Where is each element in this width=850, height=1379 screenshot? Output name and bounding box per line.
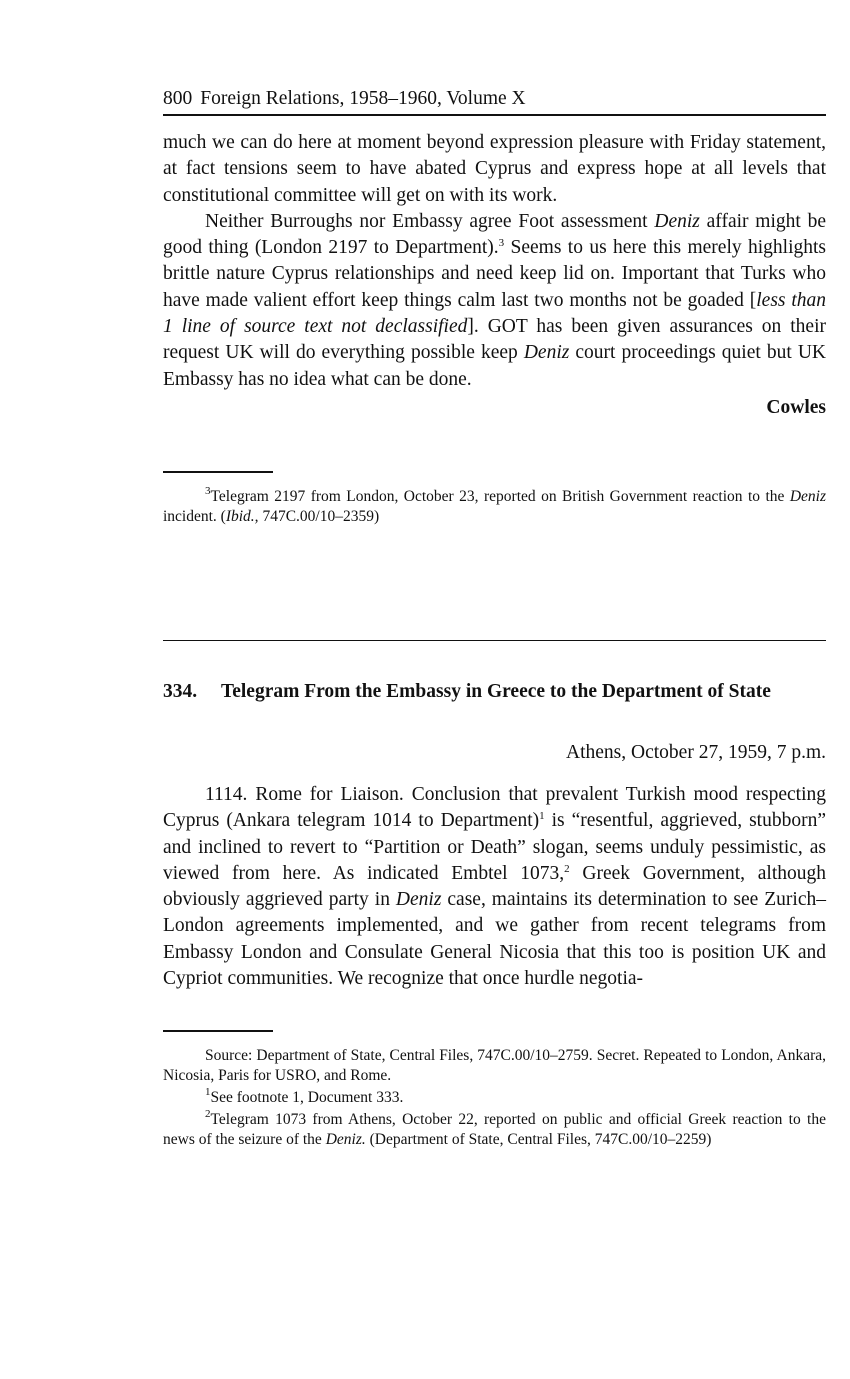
document-number: 334. bbox=[163, 680, 198, 702]
footnote: $^2$Telegram 1073 from Athens, October 22, reported on public and official Greek reaction to the news of the seizure of the Deniz. (Department of State, Central Files, 747C.00/10–2259) bbox=[163, 1108, 826, 1149]
running-head bbox=[163, 86, 826, 112]
signature: Cowles bbox=[766, 396, 826, 418]
document-body bbox=[163, 782, 826, 992]
footnote-ref[interactable]: 1 bbox=[539, 810, 545, 823]
source-note: Source: Department of State, Central Files, 747C.00/10–2759. Secret. Repeated to London, Ankara, Nicosia, Paris for USRO, and Rome. bbox=[163, 1047, 826, 1085]
page bbox=[163, 86, 826, 1150]
page-number: 800 bbox=[163, 88, 193, 109]
dateline: Athens, October 27, 1959, 7 p.m. bbox=[566, 741, 826, 763]
footnote-ref[interactable]: 3 bbox=[498, 237, 505, 250]
source-notes bbox=[163, 1046, 826, 1150]
document-heading bbox=[163, 679, 826, 704]
paragraph: much we can do here at moment beyond expression pleasure with Friday statement, at fact tensions seem to have abated Cyprus and express hope at all levels that constitutional committee will get on with its work. bbox=[163, 132, 826, 206]
continued-text bbox=[163, 130, 826, 393]
paragraph: Neither Burroughs nor Embassy agree Foot assessment Deniz affair might be good thing (London 2197 to Department).$^3$ Seems to us here this merely highlights brittle nature Cyprus relationships and need keep lid on. Important that Turks who have made valient effort keep things calm last two months not be goaded [less than 1 line of source text not declassified]. GOT has been given assurances on their request UK will do everything possible keep Deniz court proceedings quiet but UK Embassy has no idea what can be done. bbox=[163, 210, 827, 390]
running-head-title: Foreign Relations, 1958–1960, Volume X bbox=[200, 88, 526, 109]
footnote: $^3$Telegram 2197 from London, October 23, reported on British Government reaction to the Deniz incident. (Ibid., 747C.00/10–2359) bbox=[163, 484, 826, 525]
footnote: $^1$See footnote 1, Document 333. bbox=[205, 1086, 404, 1107]
document-title: Telegram From the Embassy in Greece to the Department of State bbox=[221, 680, 771, 702]
footnote-rule bbox=[163, 1030, 273, 1032]
footnote-rule bbox=[163, 471, 273, 473]
footnote-ref[interactable]: 2 bbox=[564, 862, 570, 875]
paragraph: 1114. Rome for Liaison. Conclusion that prevalent Turkish mood respecting Cyprus (Ankara telegram 1014 to Department)$^1$ is “resentful, aggrieved, stubborn” and inclined to revert to “Partition or Death” slogan, seems unduly pessimistic, as viewed from here. As indicated Embtel 1073,$^2$ Greek Government, although obviously aggrieved party in Deniz case, maintains its determination to see Zurich–London agreements implemented, and we gather from recent telegrams from Embassy London and Consulate General Nicosia that this too is position UK and Cypriot communities. We recognize that once hurdle negotia- bbox=[163, 783, 826, 990]
document-divider bbox=[163, 640, 826, 641]
header-rule bbox=[163, 114, 826, 116]
footnotes bbox=[163, 484, 826, 527]
